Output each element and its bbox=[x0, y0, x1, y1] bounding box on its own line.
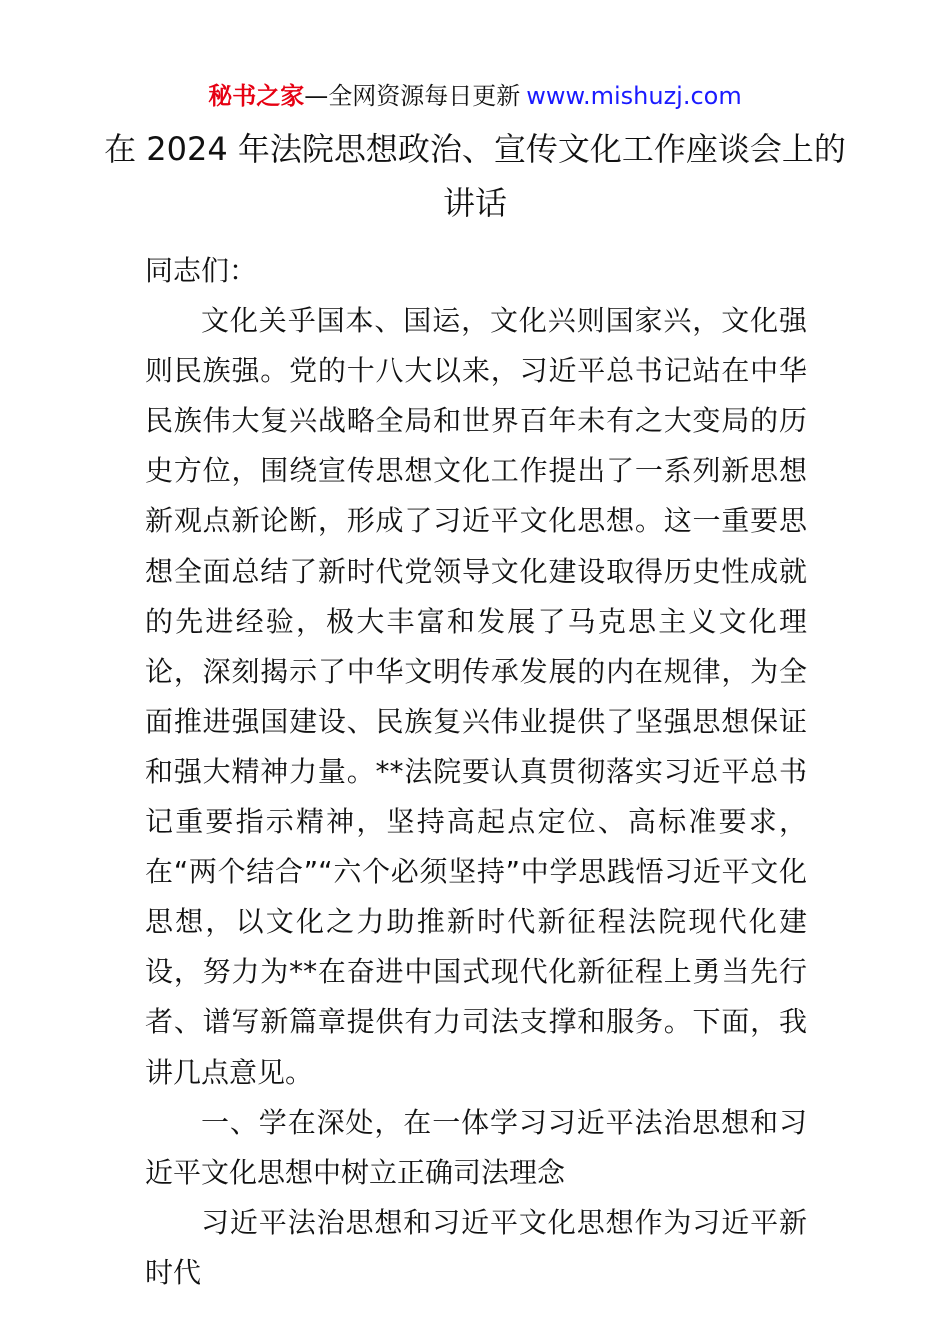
paragraph-intro: 文化关乎国本、国运，文化兴则国家兴，文化强则民族强。党的十八大以来，习近平总书记站在中华民族伟大复兴战略全局和世界百年未有之大变局的历史方位，围绕宣传思想文化工作提出了一系列新思想新观点新论断，形成了习近平文化思想。这一重要思想全面总结了新时代党领导文化建设取得历史性成就的先进经验，极大丰富和发展了马克思主义文化理论，深刻揭示了中华文明传承发展的内在规律，为全面推进强国建设、民族复兴伟业提供了坚强思想保证和强大精神力量。**法院要认真贯彻落实习近平总书记重要指示精神，坚持高起点定位、高标准要求，在“两个结合”“六个必须坚持”中学思践悟习近平文化思想，以文化之力助推新时代新征程法院现代化建设，努力为**在奋进中国式现代化新征程上勇当先行者、谱写新篇章提供有力司法支撑和服务。下面，我讲几点意见。 bbox=[145, 304, 807, 1089]
document-title: 在 2024 年法院思想政治、宣传文化工作座谈会上的讲话 bbox=[104, 130, 846, 222]
site-header bbox=[0, 80, 950, 112]
salutation: 同志们： bbox=[145, 254, 258, 287]
section-heading-one: 一、学在深处，在一体学习习近平法治思想和习近平文化思想中树立正确司法理念 bbox=[145, 1105, 807, 1189]
site-url-link[interactable]: www.mishuzj.com bbox=[526, 82, 742, 110]
header-tagline: —全网资源每日更新 bbox=[304, 82, 521, 110]
brand-name: 秘书之家 bbox=[208, 82, 305, 110]
paragraph-section-one: 习近平法治思想和习近平文化思想作为习近平新时代 bbox=[145, 1205, 807, 1289]
document-body bbox=[145, 246, 807, 1298]
